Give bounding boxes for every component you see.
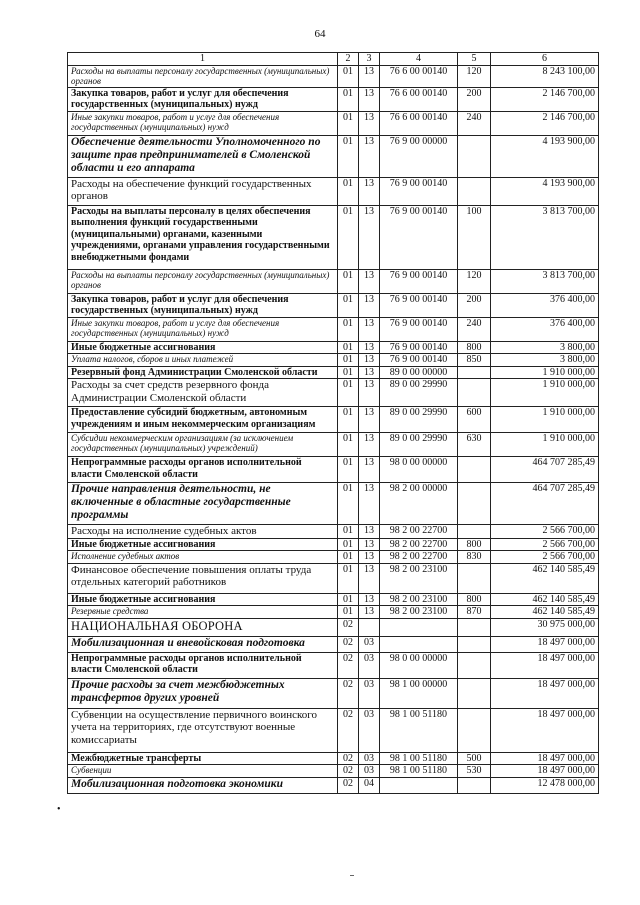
row-target-article-cell: 98 2 00 22700 <box>380 525 458 539</box>
row-section-cell: 01 <box>338 205 359 269</box>
row-section-cell: 02 <box>338 652 359 678</box>
row-section-cell: 02 <box>338 708 359 752</box>
row-target-article-cell: 89 0 00 00000 <box>380 366 458 379</box>
row-expense-type-cell: 200 <box>458 87 491 111</box>
row-name-cell: Иные бюджетные ассигнования <box>68 593 338 606</box>
row-name-cell: Обеспечение деятельности Уполномоченного по защите прав предпринимателей в Смоленской области и его аппарата <box>68 135 338 177</box>
row-subsection-cell: 13 <box>359 593 380 606</box>
row-subsection-cell: 03 <box>359 636 380 652</box>
row-name-cell: Непрограммные расходы органов исполнительной власти Смоленской области <box>68 457 338 483</box>
row-name-cell: Предоставление субсидий бюджетным, автономным учреждениям и иным некоммерческим организациям <box>68 407 338 433</box>
row-amount-cell: 2 566 700,00 <box>491 551 599 564</box>
row-expense-type-cell: 870 <box>458 606 491 619</box>
row-amount-cell: 2 146 700,00 <box>491 111 599 135</box>
row-section-cell: 02 <box>338 636 359 652</box>
row-section-cell: 01 <box>338 606 359 619</box>
table-row <box>68 551 599 564</box>
row-name-cell: Межбюджетные трансферты <box>68 752 338 765</box>
row-section-cell: 01 <box>338 593 359 606</box>
table-row <box>68 341 599 354</box>
row-section-cell: 01 <box>338 293 359 317</box>
row-expense-type-cell <box>458 618 491 636</box>
row-section-cell: 02 <box>338 765 359 778</box>
row-target-article-cell: 76 9 00 00140 <box>380 354 458 367</box>
row-target-article-cell: 89 0 00 29990 <box>380 433 458 457</box>
table-row <box>68 483 599 525</box>
row-target-article-cell <box>380 636 458 652</box>
table-row <box>68 593 599 606</box>
row-name-cell: Уплата налогов, сборов и иных платежей <box>68 354 338 367</box>
row-amount-cell: 18 497 000,00 <box>491 636 599 652</box>
row-amount-cell: 376 400,00 <box>491 317 599 341</box>
row-amount-cell: 3 800,00 <box>491 354 599 367</box>
row-expense-type-cell <box>458 177 491 205</box>
row-amount-cell: 3 813 700,00 <box>491 269 599 293</box>
row-section-cell: 01 <box>338 341 359 354</box>
row-target-article-cell: 76 9 00 00140 <box>380 341 458 354</box>
row-expense-type-cell: 240 <box>458 111 491 135</box>
table-row <box>68 752 599 765</box>
row-name-cell: НАЦИОНАЛЬНАЯ ОБОРОНА <box>68 618 338 636</box>
row-target-article-cell: 76 9 00 00140 <box>380 317 458 341</box>
row-expense-type-cell: 120 <box>458 65 491 87</box>
table-row <box>68 708 599 752</box>
row-name-cell: Резервный фонд Администрации Смоленской области <box>68 366 338 379</box>
margin-mark: • <box>57 804 61 815</box>
row-expense-type-cell: 800 <box>458 341 491 354</box>
budget-table <box>67 52 599 794</box>
row-target-article-cell: 89 0 00 29990 <box>380 379 458 407</box>
table-row <box>68 293 599 317</box>
row-section-cell: 01 <box>338 354 359 367</box>
row-name-cell: Иные закупки товаров, работ и услуг для обеспечения государственных (муниципальных) нужд <box>68 317 338 341</box>
row-target-article-cell: 98 2 00 23100 <box>380 563 458 593</box>
row-section-cell: 02 <box>338 618 359 636</box>
row-expense-type-cell: 830 <box>458 551 491 564</box>
row-amount-cell: 1 910 000,00 <box>491 407 599 433</box>
row-name-cell: Субвенции <box>68 765 338 778</box>
row-section-cell: 01 <box>338 538 359 551</box>
row-amount-cell: 2 566 700,00 <box>491 538 599 551</box>
row-subsection-cell: 13 <box>359 407 380 433</box>
row-expense-type-cell: 120 <box>458 269 491 293</box>
row-amount-cell: 18 497 000,00 <box>491 708 599 752</box>
row-amount-cell: 1 910 000,00 <box>491 366 599 379</box>
table-row <box>68 205 599 269</box>
row-section-cell: 01 <box>338 483 359 525</box>
table-row <box>68 317 599 341</box>
row-expense-type-cell <box>458 636 491 652</box>
row-name-cell: Закупка товаров, работ и услуг для обеспечения государственных (муниципальных) нужд <box>68 87 338 111</box>
row-expense-type-cell <box>458 366 491 379</box>
table-body <box>68 65 599 793</box>
table-row <box>68 765 599 778</box>
row-name-cell: Субсидии некоммерческим организациям (за исключением государственных (муниципальных) учреждений) <box>68 433 338 457</box>
header-col-target-article: 4 <box>380 53 458 66</box>
row-target-article-cell: 76 9 00 00000 <box>380 135 458 177</box>
row-subsection-cell: 13 <box>359 317 380 341</box>
row-section-cell: 01 <box>338 87 359 111</box>
row-expense-type-cell: 600 <box>458 407 491 433</box>
table-row <box>68 652 599 678</box>
row-subsection-cell: 13 <box>359 525 380 539</box>
row-subsection-cell <box>359 618 380 636</box>
row-subsection-cell: 13 <box>359 354 380 367</box>
row-amount-cell: 12 478 000,00 <box>491 777 599 793</box>
row-amount-cell: 1 910 000,00 <box>491 433 599 457</box>
table-row <box>68 87 599 111</box>
row-subsection-cell: 13 <box>359 111 380 135</box>
table-row <box>68 177 599 205</box>
table-row <box>68 379 599 407</box>
row-name-cell: Иные закупки товаров, работ и услуг для обеспечения государственных (муниципальных) нужд <box>68 111 338 135</box>
row-section-cell: 01 <box>338 407 359 433</box>
row-name-cell: Непрограммные расходы органов исполнительной власти Смоленской области <box>68 652 338 678</box>
row-amount-cell: 462 140 585,49 <box>491 563 599 593</box>
header-col-subsection: 3 <box>359 53 380 66</box>
row-expense-type-cell <box>458 708 491 752</box>
row-target-article-cell: 98 1 00 51180 <box>380 752 458 765</box>
row-expense-type-cell: 850 <box>458 354 491 367</box>
row-subsection-cell: 13 <box>359 433 380 457</box>
row-amount-cell: 18 497 000,00 <box>491 752 599 765</box>
row-expense-type-cell: 530 <box>458 765 491 778</box>
table-row <box>68 366 599 379</box>
table-row <box>68 111 599 135</box>
row-name-cell: Расходы на исполнение судебных актов <box>68 525 338 539</box>
row-subsection-cell: 13 <box>359 341 380 354</box>
row-name-cell: Мобилизационная подготовка экономики <box>68 777 338 793</box>
row-name-cell: Иные бюджетные ассигнования <box>68 341 338 354</box>
row-amount-cell: 18 497 000,00 <box>491 652 599 678</box>
header-col-amount: 6 <box>491 53 599 66</box>
row-amount-cell: 462 140 585,49 <box>491 606 599 619</box>
row-target-article-cell: 98 1 00 51180 <box>380 708 458 752</box>
row-amount-cell: 18 497 000,00 <box>491 765 599 778</box>
row-subsection-cell: 13 <box>359 177 380 205</box>
row-target-article-cell <box>380 618 458 636</box>
header-col-name: 1 <box>68 53 338 66</box>
row-expense-type-cell <box>458 652 491 678</box>
row-subsection-cell: 03 <box>359 652 380 678</box>
row-name-cell: Расходы на выплаты персоналу государственных (муниципальных) органов <box>68 269 338 293</box>
row-name-cell: Субвенции на осуществление первичного воинского учета на территориях, где отсутствуют военные комиссариаты <box>68 708 338 752</box>
header-row <box>68 53 599 66</box>
row-subsection-cell: 03 <box>359 752 380 765</box>
row-target-article-cell: 98 1 00 00000 <box>380 678 458 708</box>
table-row <box>68 135 599 177</box>
row-subsection-cell: 13 <box>359 65 380 87</box>
row-section-cell: 01 <box>338 457 359 483</box>
row-target-article-cell: 98 2 00 23100 <box>380 593 458 606</box>
row-section-cell: 01 <box>338 563 359 593</box>
row-subsection-cell: 13 <box>359 87 380 111</box>
row-amount-cell: 1 910 000,00 <box>491 379 599 407</box>
table-row <box>68 538 599 551</box>
row-target-article-cell: 76 9 00 00140 <box>380 177 458 205</box>
row-target-article-cell: 98 0 00 00000 <box>380 457 458 483</box>
row-target-article-cell: 76 6 00 00140 <box>380 87 458 111</box>
row-amount-cell: 462 140 585,49 <box>491 593 599 606</box>
table-row <box>68 65 599 87</box>
header-col-expense-type: 5 <box>458 53 491 66</box>
row-subsection-cell: 13 <box>359 366 380 379</box>
table-row <box>68 563 599 593</box>
row-amount-cell: 18 497 000,00 <box>491 678 599 708</box>
row-subsection-cell: 13 <box>359 269 380 293</box>
row-subsection-cell: 13 <box>359 606 380 619</box>
row-target-article-cell: 98 2 00 22700 <box>380 538 458 551</box>
table-row <box>68 407 599 433</box>
row-name-cell: Расходы за счет средств резервного фонда Администрации Смоленской области <box>68 379 338 407</box>
row-name-cell: Резервные средства <box>68 606 338 619</box>
row-expense-type-cell: 200 <box>458 293 491 317</box>
row-section-cell: 01 <box>338 366 359 379</box>
row-section-cell: 01 <box>338 111 359 135</box>
row-subsection-cell: 13 <box>359 483 380 525</box>
row-amount-cell: 3 813 700,00 <box>491 205 599 269</box>
row-name-cell: Прочие направления деятельности, не включенные в областные государственные программы <box>68 483 338 525</box>
row-amount-cell: 2 566 700,00 <box>491 525 599 539</box>
row-section-cell: 01 <box>338 135 359 177</box>
row-section-cell: 01 <box>338 269 359 293</box>
row-subsection-cell: 13 <box>359 379 380 407</box>
row-expense-type-cell: 500 <box>458 752 491 765</box>
row-section-cell: 01 <box>338 525 359 539</box>
row-name-cell: Мобилизационная и вневойсковая подготовка <box>68 636 338 652</box>
row-section-cell: 02 <box>338 777 359 793</box>
row-section-cell: 01 <box>338 551 359 564</box>
row-target-article-cell: 98 2 00 22700 <box>380 551 458 564</box>
row-expense-type-cell: 240 <box>458 317 491 341</box>
row-name-cell: Расходы на выплаты персоналу государственных (муниципальных) органов <box>68 65 338 87</box>
row-expense-type-cell <box>458 379 491 407</box>
row-target-article-cell: 76 6 00 00140 <box>380 65 458 87</box>
row-section-cell: 02 <box>338 678 359 708</box>
row-target-article-cell <box>380 777 458 793</box>
row-expense-type-cell <box>458 777 491 793</box>
row-target-article-cell: 76 9 00 00140 <box>380 269 458 293</box>
row-amount-cell: 30 975 000,00 <box>491 618 599 636</box>
row-target-article-cell: 89 0 00 29990 <box>380 407 458 433</box>
row-section-cell: 01 <box>338 65 359 87</box>
row-section-cell: 01 <box>338 379 359 407</box>
row-expense-type-cell <box>458 678 491 708</box>
row-amount-cell: 4 193 900,00 <box>491 135 599 177</box>
row-amount-cell: 464 707 285,49 <box>491 483 599 525</box>
row-section-cell: 02 <box>338 752 359 765</box>
row-target-article-cell: 98 0 00 00000 <box>380 652 458 678</box>
row-target-article-cell: 76 9 00 00140 <box>380 293 458 317</box>
table-row <box>68 525 599 539</box>
row-target-article-cell: 98 2 00 23100 <box>380 606 458 619</box>
row-expense-type-cell <box>458 135 491 177</box>
row-name-cell: Иные бюджетные ассигнования <box>68 538 338 551</box>
row-expense-type-cell <box>458 525 491 539</box>
row-target-article-cell: 76 9 00 00140 <box>380 205 458 269</box>
row-amount-cell: 376 400,00 <box>491 293 599 317</box>
table-row <box>68 618 599 636</box>
row-subsection-cell: 13 <box>359 457 380 483</box>
row-expense-type-cell <box>458 563 491 593</box>
row-expense-type-cell <box>458 483 491 525</box>
row-amount-cell: 8 243 100,00 <box>491 65 599 87</box>
header-col-section: 2 <box>338 53 359 66</box>
row-name-cell: Расходы на выплаты персоналу в целях обеспечения выполнения функций государственными (муниципальными) органами, казенными учреждениями, органами управления государственными внебюджетными фондами <box>68 205 338 269</box>
table-row <box>68 777 599 793</box>
row-subsection-cell: 03 <box>359 678 380 708</box>
row-amount-cell: 3 800,00 <box>491 341 599 354</box>
row-subsection-cell: 13 <box>359 563 380 593</box>
table-row <box>68 354 599 367</box>
row-name-cell: Расходы на обеспечение функций государственных органов <box>68 177 338 205</box>
row-section-cell: 01 <box>338 317 359 341</box>
row-subsection-cell: 13 <box>359 538 380 551</box>
row-name-cell: Исполнение судебных актов <box>68 551 338 564</box>
row-amount-cell: 464 707 285,49 <box>491 457 599 483</box>
table-row <box>68 269 599 293</box>
row-subsection-cell: 03 <box>359 708 380 752</box>
page-number: 64 <box>314 28 326 40</box>
row-expense-type-cell <box>458 457 491 483</box>
row-subsection-cell: 04 <box>359 777 380 793</box>
row-subsection-cell: 13 <box>359 205 380 269</box>
row-name-cell: Прочие расходы за счет межбюджетных трансфертов других уровней <box>68 678 338 708</box>
row-name-cell: Финансовое обеспечение повышения оплаты труда отдельных категорий работников <box>68 563 338 593</box>
row-expense-type-cell: 630 <box>458 433 491 457</box>
table-row <box>68 606 599 619</box>
row-expense-type-cell: 800 <box>458 593 491 606</box>
table-row <box>68 433 599 457</box>
table-row <box>68 636 599 652</box>
table-row <box>68 457 599 483</box>
row-expense-type-cell: 100 <box>458 205 491 269</box>
row-expense-type-cell: 800 <box>458 538 491 551</box>
row-target-article-cell: 76 6 00 00140 <box>380 111 458 135</box>
row-section-cell: 01 <box>338 177 359 205</box>
row-target-article-cell: 98 2 00 00000 <box>380 483 458 525</box>
row-subsection-cell: 13 <box>359 293 380 317</box>
row-subsection-cell: 13 <box>359 135 380 177</box>
row-target-article-cell: 98 1 00 51180 <box>380 765 458 778</box>
row-section-cell: 01 <box>338 433 359 457</box>
table-row <box>68 678 599 708</box>
row-amount-cell: 4 193 900,00 <box>491 177 599 205</box>
row-subsection-cell: 13 <box>359 551 380 564</box>
scan-mark <box>350 875 354 876</box>
row-amount-cell: 2 146 700,00 <box>491 87 599 111</box>
row-subsection-cell: 03 <box>359 765 380 778</box>
row-name-cell: Закупка товаров, работ и услуг для обеспечения государственных (муниципальных) нужд <box>68 293 338 317</box>
